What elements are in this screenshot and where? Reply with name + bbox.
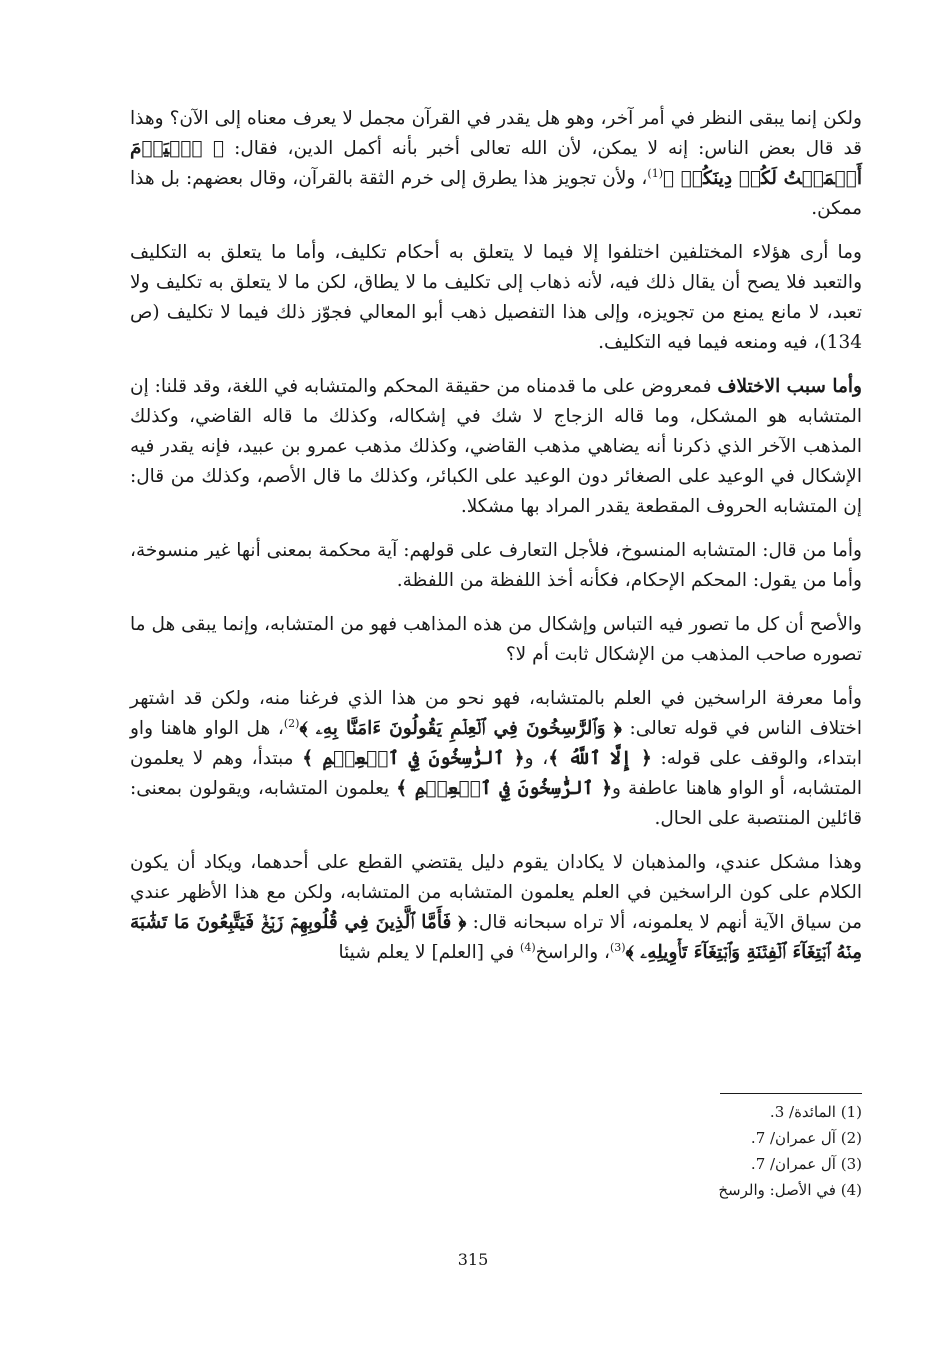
footnote: (1) المائدة/ 3. — [769, 1103, 862, 1121]
footnote-marker: (1) — [647, 166, 663, 180]
paragraph — [130, 536, 862, 596]
section-keyword: وأما سبب الاختلاف — [717, 376, 862, 397]
quran-quote: ﴿ إِلَّا ٱللَّهُ ﴾ — [548, 748, 652, 769]
paragraph-text: في [العلم] لا يعلم شيئا — [338, 942, 521, 963]
quran-quote: ﴿ فَأَمَّا ٱلَّذِينَ فِي قُلُوبِهِمۡ زَيۡغٞ فَيَتَّبِعُونَ مَا تَشَٰبَهَ مِنۡهُ ٱبۡتِغَآءَ ٱلۡفِتۡنَةِ وَٱبۡتِغَآءَ تَأۡوِيلِهِۦ ﴾ — [130, 912, 862, 963]
footnote-marker: (3) — [610, 940, 626, 954]
page-body — [130, 104, 862, 982]
paragraph-text: ولكن إنما يبقى النظر في أمر آخر، وهو هل يقدر في القرآن مجمل لا يعرف معناه إلى الآن؟ وهذا قد قال بعض الناس: إنه لا يمكن، لأن الله تعالى أخبر بأنه أكمل الدين، فقال: — [130, 108, 862, 159]
paragraph-text: مبتدأ، وهم لا يعلمون المتشابه، أو الواو هاهنا عاطفة و — [130, 748, 862, 799]
quran-quote: ﴿ ٱلرَّٰسِخُونَ فِي ٱلۡعِلۡمِ ﴾ — [302, 748, 525, 769]
paragraph-text: ، والراسخ — [535, 942, 610, 963]
footnotes — [362, 1099, 862, 1203]
footnote-marker: (2) — [283, 716, 300, 730]
paragraph-text: ، و — [524, 748, 549, 769]
quran-quote: ﴿ ٱلرَّٰسِخُونَ فِي ٱلۡعِلۡمِ ﴾ — [396, 778, 613, 799]
page-number: 315 — [457, 1250, 489, 1269]
paragraph — [130, 610, 862, 670]
quran-quote: ﴿ وَٱلرَّٰسِخُونَ فِي ٱلۡعِلۡمِ يَقُولُونَ ءَامَنَّا بِهِۦ ﴾ — [299, 718, 622, 739]
paragraph-text: وهذا مشكل عندي، والمذهبان لا يكادان يقوم دليل يقتضي القطع على أحدهما، ويكاد أن يكون الكلام على كون الراسخين في العلم يعلمون المتشابه من المتشابه، ولكن مع هذا الأظهر عندي من سياق الآية أنهم لا يعلمونه، ألا تراه سبحانه قال: — [130, 852, 863, 933]
paragraph-text: ، هل الواو هاهنا واو ابتداء، والوقف على قوله: — [130, 718, 863, 769]
footnote-marker: (4) — [520, 940, 536, 954]
paragraph-text: والأصح أن كل ما تصور فيه التباس وإشكال من هذه المذاهب فهو من المتشابه، وإنما يبقى هل ما تصوره صاحب المذهب من الإشكال ثابت أم لا؟ — [130, 614, 862, 665]
paragraph — [130, 684, 862, 834]
paragraph-text: وما أرى هؤلاء المختلفين اختلفوا إلا فيما لا يتعلق به أحكام تكليف، وأما ما يتعلق به التكليف والتعبد فلا يصح أن يقال ذلك فيه، لأنه ذهاب إلى تكليف ما لا يطاق، لكن ما لا يتعلق به تكليف ولا تعبد، لا مانع يمنع من تجويزه، وإلى هذا التفصيل ذهب أبو المعالي فجوّز ذلك فيما لا تكليف (ص 134)، فيه ومنعه فيما فيه التكليف. — [130, 242, 862, 353]
paragraph — [130, 372, 862, 522]
paragraph-text: فمعروض على ما قدمناه من حقيقة المحكم والمتشابه في اللغة، وقد قلنا: إن المتشابه هو المشكل، وما قاله الزجاج لا شك في إشكاله، وكذلك ما قاله القاضي، وكذلك المذهب الآخر الذي ذكرنا أنه يضاهي مذهب القاضي، وكذلك مذهب عمرو بن عبيد، فإنه يقدر فيه الإشكال في الوعيد على الصغائر دون الوعيد على الكبائر، وكذلك ما قال الأصم، وكذلك من قال: إن المتشابه الحروف المقطعة يقدر المراد بها مشكلا. — [129, 376, 862, 517]
paragraph — [130, 238, 862, 358]
footnote: (4) في الأصل: والرسخ — [718, 1181, 862, 1199]
footnote-divider — [720, 1093, 862, 1094]
paragraph-text: يعلمون المتشابه، ويقولون بمعنى: قائلين المنتصبة على الحال. — [130, 778, 862, 829]
paragraph — [130, 104, 862, 224]
paragraph-text: وأما معرفة الراسخين في العلم بالمتشابه، فهو نحو من هذا الذي فرغنا منه، ولكن قد اشتهر اختلاف الناس في قوله تعالى: — [130, 688, 862, 739]
paragraph — [130, 848, 862, 968]
quran-quote: ﴿ ٱلۡيَوۡمَ أَكۡمَلۡتُ لَكُمۡ دِينَكُمۡ ﴾ — [130, 138, 862, 189]
footnote: (3) آل عمران/ 7. — [750, 1155, 862, 1173]
paragraph-text: وأما من قال: المتشابه المنسوخ، فلأجل التعارف على قولهم: آية محكمة بمعنى أنها غير منسوخة، وأما من يقول: المحكم الإحكام، فكأنه أخذ اللفظة من اللفظة. — [130, 540, 862, 591]
footnote: (2) آل عمران/ 7. — [750, 1129, 862, 1147]
paragraph-text: ، ولأن تجويز هذا يطرق إلى خرم الثقة بالقرآن، وقال بعضهم: بل هذا ممكن. — [130, 168, 862, 219]
